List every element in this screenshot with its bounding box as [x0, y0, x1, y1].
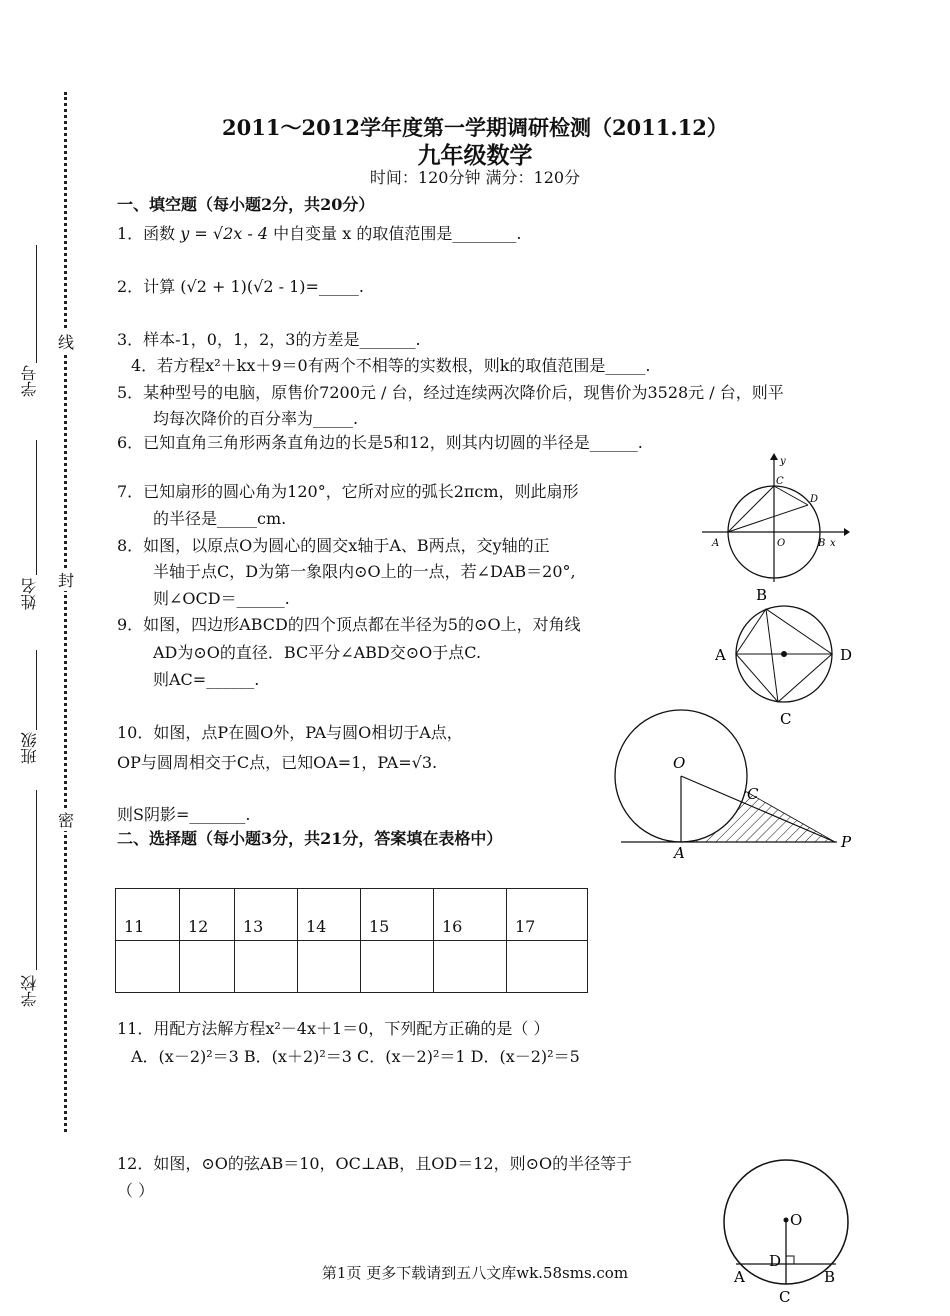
q1-formula: y = √2x - 4: [180, 224, 269, 243]
answer-table-header-row: [116, 889, 588, 941]
answer-cell-11[interactable]: [116, 941, 180, 993]
name-label: 姓名: [20, 578, 39, 610]
binding-dotted-line: [64, 92, 67, 1132]
label-a: A: [715, 646, 726, 664]
y-axis-arrow: [770, 453, 778, 460]
question-7-line2: 的半径是_____cm.: [153, 509, 287, 528]
section2-heading: 二、选择题（每小题3分，共21分，答案填在表格中）: [117, 829, 503, 848]
answer-cell-17[interactable]: [507, 941, 588, 993]
question-6: 6．已知直角三角形两条直角边的长是5和12，则其内切圆的半径是______.: [117, 433, 643, 452]
name-blank[interactable]: [36, 440, 37, 575]
chord-ad: [728, 505, 808, 532]
q1-post: 中自变量 x 的取值范围是________.: [268, 224, 522, 243]
label-o: O: [673, 754, 686, 772]
class-label: 班级: [20, 732, 39, 764]
question-11-options: A．(x－2)²＝3 B．(x＋2)²＝3 C．(x－2)²＝1 D．(x－2)²＝5: [131, 1047, 580, 1066]
exam-title: 2011～2012学年度第一学期调研检测（2011.12）: [222, 115, 728, 140]
label-a: A: [712, 538, 720, 549]
bisector-bc: [766, 609, 778, 702]
exam-subject: 九年级数学: [417, 142, 533, 169]
class-blank[interactable]: [36, 650, 37, 730]
question-8-line2: 半轴于点C，D为第一象限内⊙O上的一点，若∠DAB＝20°,: [153, 562, 576, 581]
question-10-line1: 10．如图，点P在圆O外，PA与圆O相切于A点，: [117, 723, 463, 742]
question-7-line1: 7．已知扇形的圆心角为120°，它所对应的弧长2πcm，则此扇形: [117, 482, 579, 501]
seal-char-line: 线: [58, 330, 74, 353]
answer-header-cell: 11: [116, 889, 180, 941]
question-10-line3: 则S阴影=_______.: [117, 805, 251, 824]
answer-header-cell: 13: [235, 889, 298, 941]
answer-cell-16[interactable]: [434, 941, 507, 993]
question-10-line2: OP与圆周相交于C点，已知OA=1，PA=√3.: [117, 753, 438, 772]
label-c: C: [779, 1288, 791, 1306]
center-dot: [781, 651, 787, 657]
question-8-line1: 8．如图，以原点O为圆心的圆交x轴于A、B两点，交y轴的正: [117, 536, 550, 555]
answer-table-input-row: [116, 941, 588, 993]
answer-table: [115, 888, 588, 993]
label-a: A: [674, 844, 685, 862]
label-b: B: [818, 538, 826, 549]
question-4: 4．若方程x²＋kx＋9＝0有两个不相等的实数根，则k的取值范围是_____.: [131, 356, 651, 375]
label-x: x: [830, 538, 836, 549]
question-2: [117, 274, 364, 297]
answer-cell-14[interactable]: [298, 941, 361, 993]
answer-cell-13[interactable]: [235, 941, 298, 993]
section1-heading: 一、填空题（每小题2分，共20分）: [117, 195, 375, 214]
question-12-paren: （ ）: [117, 1181, 155, 1200]
figure-q8-circle-axes: [700, 452, 850, 584]
figure-q10-tangent: [605, 705, 865, 865]
answer-header-cell: 14: [298, 889, 361, 941]
label-p: P: [841, 833, 852, 851]
answer-header-cell: 12: [180, 889, 235, 941]
center-dot: [784, 1218, 789, 1223]
label-d: D: [810, 494, 819, 505]
q1-pre: 1．函数: [117, 224, 181, 243]
x-axis-arrow: [844, 528, 850, 536]
q2-pre: 2．计算: [117, 277, 181, 296]
question-1: [117, 221, 521, 244]
question-8-line3: 则∠OCD＝______.: [153, 589, 290, 608]
page-footer: 第1页 更多下载请到五八文库wk.58sms.com: [321, 1264, 629, 1282]
seal-char-secret: 密: [58, 808, 74, 831]
label-c: C: [780, 710, 792, 728]
label-c: C: [747, 785, 759, 803]
answer-header-cell: 15: [361, 889, 434, 941]
question-3: 3．样本-1，0，1，2，3的方差是_______.: [117, 330, 421, 349]
question-12-stem: 12．如图，⊙O的弦AB＝10，OC⊥AB，且OD＝12，则⊙O的半径等于: [117, 1154, 633, 1173]
question-5-line1: 5．某种型号的电脑，原售价7200元 / 台，经过连续两次降价后，现售价为3528元 / 台，则平: [117, 383, 784, 402]
question-5-line2: 均每次降价的百分率为_____.: [153, 409, 359, 428]
label-b: B: [824, 1268, 836, 1286]
student-number-label: 学号: [20, 365, 39, 397]
label-a: A: [734, 1268, 745, 1286]
label-d: D: [840, 646, 853, 664]
answer-cell-12[interactable]: [180, 941, 235, 993]
question-11-stem: 11．用配方法解方程x²－4x＋1＝0，下列配方正确的是（ ）: [117, 1019, 550, 1038]
school-label: 学校: [20, 975, 39, 1007]
label-o: O: [777, 538, 786, 549]
label-y: y: [780, 456, 786, 467]
answer-header-cell: 16: [434, 889, 507, 941]
exam-time-score: 时间：120分钟 满分：120分: [369, 168, 581, 187]
question-9-line3: 则AC=______.: [153, 670, 260, 689]
q2-post: =_____.: [305, 277, 365, 296]
answer-cell-15[interactable]: [361, 941, 434, 993]
label-b: B: [756, 586, 768, 604]
question-9-line2: AD为⊙O的直径．BC平分∠ABD交⊙O于点C.: [153, 643, 482, 662]
seal-char-seal: 封: [58, 568, 74, 591]
question-9-line1: 9．如图，四边形ABCD的四个顶点都在半径为5的⊙O上，对角线: [117, 615, 581, 634]
label-o: O: [790, 1211, 803, 1229]
label-d: D: [769, 1252, 782, 1270]
label-c: C: [776, 476, 784, 487]
q2-formula: (√2 + 1)(√2 - 1): [180, 277, 306, 296]
answer-header-cell: 17: [507, 889, 588, 941]
school-blank[interactable]: [36, 790, 37, 970]
student-number-blank[interactable]: [36, 245, 37, 363]
